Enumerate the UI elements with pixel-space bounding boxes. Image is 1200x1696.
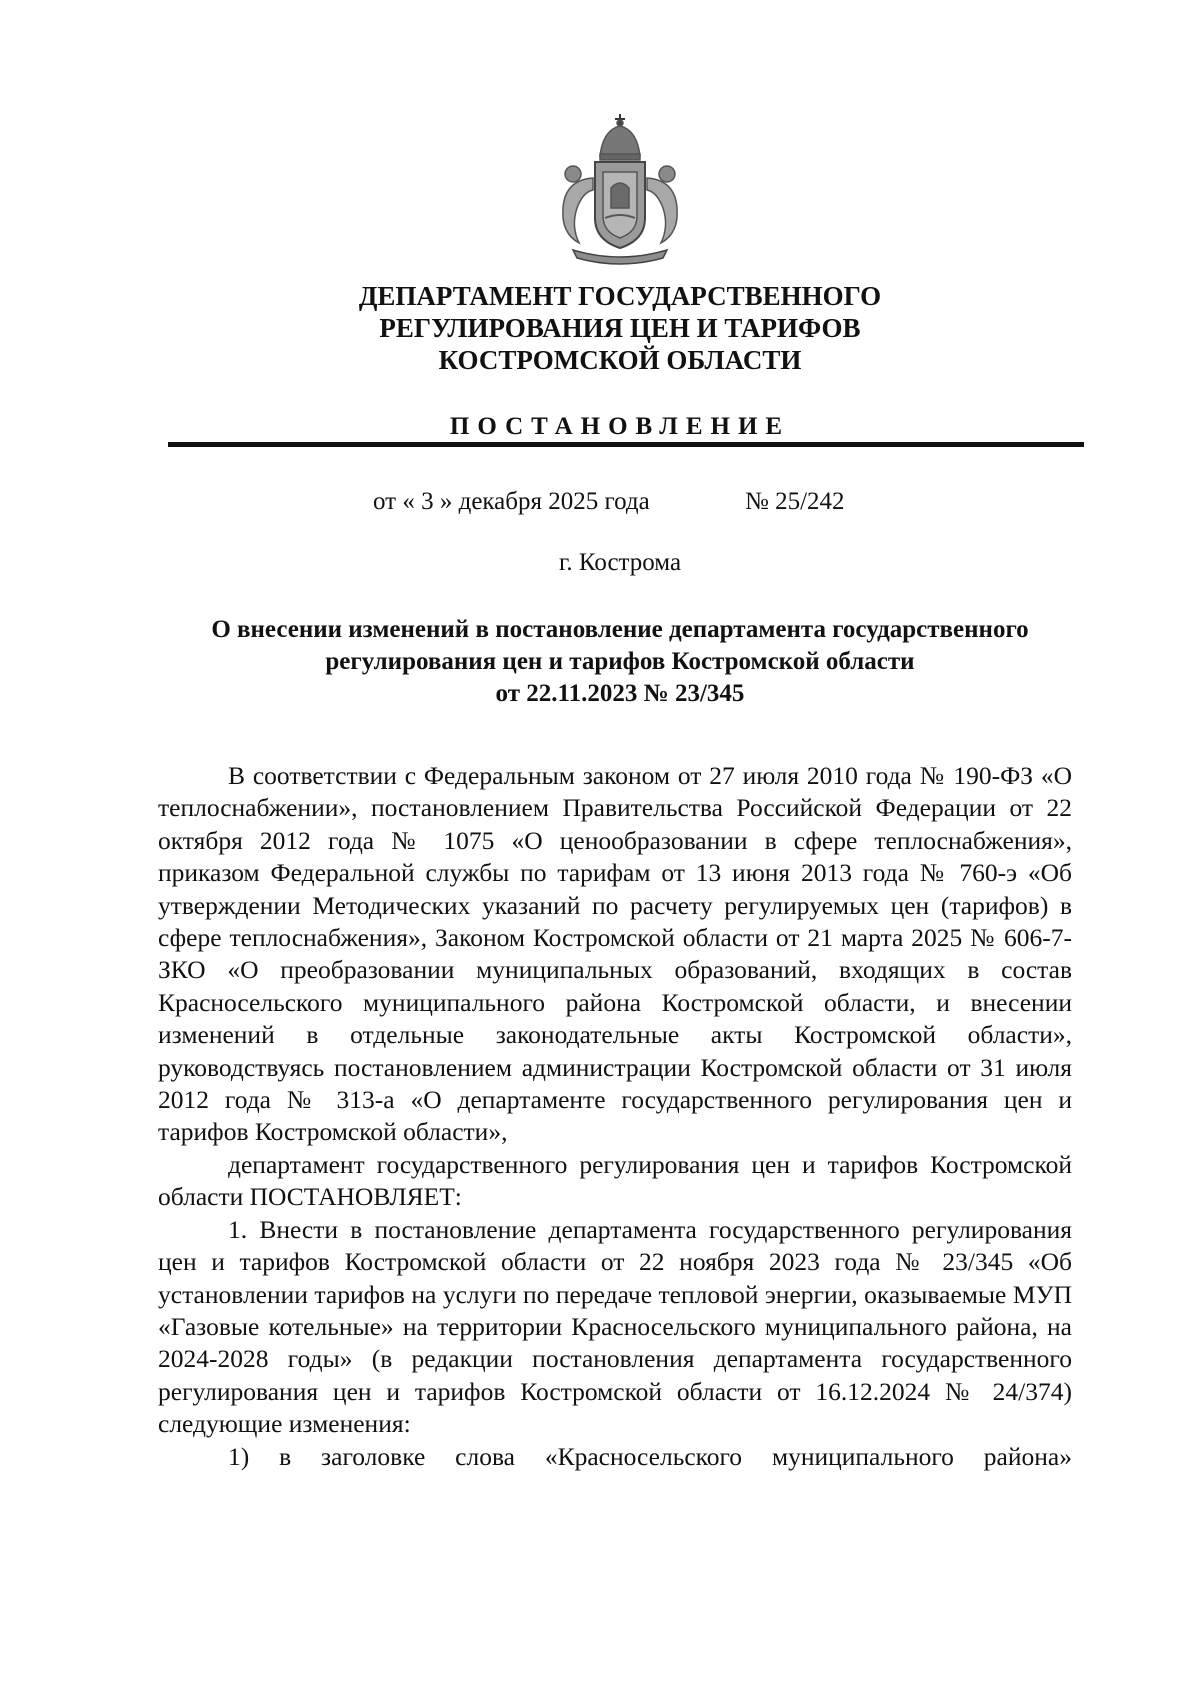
document-number: № 25/242 [745,488,845,515]
header-divider [168,442,1084,447]
department-line-3: КОСТРОМСКОЙ ОБЛАСТИ [438,345,802,375]
city: г. Кострома [558,549,682,576]
department-line-1: ДЕПАРТАМЕНТ ГОСУДАРСТВЕННОГО [358,281,882,311]
document-body [158,760,1072,1473]
document-subject [0,614,1200,710]
coat-of-arms-emblem [545,108,695,268]
document-type-title: ПОСТАНОВЛЕНИЕ [449,413,791,440]
clause-1-paragraph: 1. Внести в постановление департамента государственного регулирования цен и тарифов Костромской области от 22 ноября 2023 года № 23/345 «Об установлении тарифов на услуги по передаче тепловой энергии, оказываемые МУП «Газовые котельные» на территории Красносельского муниципального района, на 2024-2028 годы» (в редакции постановления департамента государственного регулирования цен и тарифов Костромской области от 16.12.2024 № 24/374) следующие изменения: [158,1214,1072,1439]
subject-line-1: О внесении изменений в постановление департамента государственного [211,616,1029,643]
clause-1-item-1: 1) в заголовке слова «Красносельского муниципального района» [228,1441,1072,1471]
preamble-paragraph: В соответствии с Федеральным законом от 27 июля 2010 года № 190-ФЗ «О теплоснабжении», постановлением Правительства Российской Федерации от 22 октября 2012 года № 1075 «О ценообразовании в сфере теплоснабжения», приказом Федеральной службы по тарифам от 13 июня 2013 года № 760-э «Об утверждении Методических указаний по расчету регулируемых цен (тарифов) в сфере теплоснабжения», Законом Костромской области от 21 марта 2025 № 606-7-ЗКО «О преобразовании муниципальных образований, входящих в состав Красносельского муниципального района Костромской области, и внесении изменений в отдельные законодательные акты Костромской области», руководствуясь постановлением администрации Костромской области от 31 июля 2012 года № 313-а «О департаменте государственного регулирования цен и тарифов Костромской области», [158,761,1072,1147]
document-date: от « 3 » декабря 2025 года [373,488,650,515]
department-line-2: РЕГУЛИРОВАНИЯ ЦЕН И ТАРИФОВ [379,313,861,343]
subject-line-3: от 22.11.2023 № 23/345 [495,680,745,707]
department-name [0,280,1200,376]
subject-line-2: регулирования цен и тарифов Костромской области [325,648,915,675]
resolution-paragraph: департамент государственного регулирования цен и тарифов Костромской области ПОСТАНОВЛЯЕТ: [158,1149,1072,1212]
date-line [373,488,845,516]
